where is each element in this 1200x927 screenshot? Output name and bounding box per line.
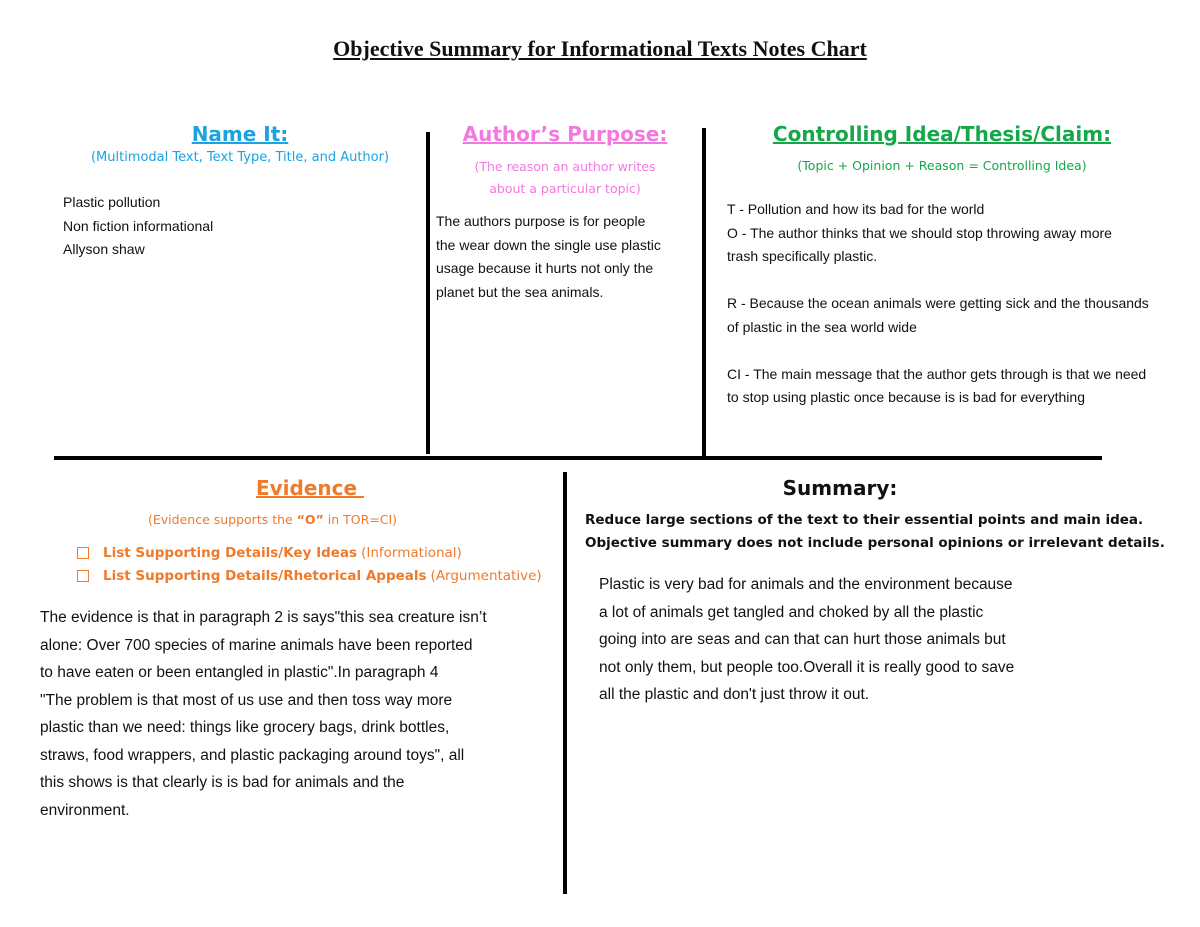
checklist-item-plain: (Argumentative) [430, 567, 542, 584]
authors-purpose-line: The authors purpose is for people [436, 213, 646, 229]
topic-line: T - Pollution and how its bad for the world [727, 201, 985, 217]
summary-line: not only them, but people too.Overall it is really good to save [599, 658, 1015, 676]
name-it-content [63, 191, 213, 262]
authors-purpose-line: usage because it hurts not only the [436, 260, 654, 276]
authors-purpose-heading: Author’s Purpose: [462, 122, 668, 146]
divider-horizontal [54, 456, 1102, 460]
ci-line: CI - The main message that the author gets through is that we need [727, 365, 1147, 382]
evidence-line: to have eaten or been entangled in plastic".In paragraph 4 [40, 664, 439, 681]
authors-purpose-content [436, 210, 661, 304]
checkbox-icon [77, 570, 89, 582]
name-it-line: Allyson shaw [63, 241, 145, 257]
authors-purpose-line: planet but the sea animals. [436, 283, 604, 300]
name-it-line: Plastic pollution [63, 194, 161, 210]
divider-vertical-1 [426, 132, 430, 454]
checklist-item [77, 564, 542, 587]
reason-line: of plastic in the sea world wide [727, 318, 917, 335]
reason-line: R - Because the ocean animals were getting sick and the thousands [727, 295, 1149, 311]
checklist-item-bold: List Supporting Details/Rhetorical Appeals [103, 567, 427, 584]
evidence-line: "The problem is that most of us use and then toss way more [40, 691, 453, 709]
evidence-line: straws, food wrappers, and plastic packaging around toys", all [40, 746, 465, 764]
evidence-line: The evidence is that in paragraph 2 is says"this sea creature isn’t [40, 609, 487, 626]
evidence-section [60, 476, 560, 527]
summary-line: Plastic is very bad for animals and the environment because [599, 576, 1013, 593]
summary-heading: Summary: [782, 476, 898, 500]
checklist-item [77, 541, 542, 564]
controlling-idea-heading: Controlling Idea/Thesis/Claim: [772, 122, 1112, 146]
controlling-idea-subtitle: (Topic + Opinion + Reason = Controlling Idea) [797, 158, 1087, 173]
evidence-line: this shows is that clearly is is bad for animals and the [40, 774, 405, 791]
checklist-item-plain: (Informational) [361, 544, 462, 561]
evidence-subtitle-o: “O” [296, 512, 324, 527]
evidence-line: alone: Over 700 species of marine animals have been reported [40, 636, 473, 654]
controlling-idea-section [712, 122, 1172, 173]
authors-purpose-subtitle-1: (The reason an author writes [474, 159, 656, 174]
summary-line: all the plastic and don't just throw it out. [599, 686, 870, 703]
name-it-line: Non fiction informational [63, 217, 214, 234]
divider-vertical-2 [702, 128, 706, 456]
checklist-item-bold: List Supporting Details/Key Ideas [103, 544, 358, 561]
summary-instruction-1: Reduce large sections of the text to their essential points and main idea. [585, 512, 1144, 528]
ci-line: to stop using plastic once because is is bad for everything [727, 389, 1085, 405]
opinion-line: trash specifically plastic. [727, 248, 878, 264]
evidence-subtitle-post: in TOR=CI) [323, 512, 398, 527]
evidence-line: environment. [40, 801, 130, 819]
authors-purpose-line: the wear down the single use plastic [436, 236, 661, 253]
authors-purpose-subtitle-2: about a particular topic) [489, 181, 641, 196]
authors-purpose-section [432, 122, 698, 200]
evidence-line: plastic than we need: things like grocery bags, drink bottles, [40, 719, 450, 736]
checkbox-icon [77, 547, 89, 559]
evidence-subtitle [60, 512, 560, 527]
name-it-subtitle: (Multimodal Text, Text Type, Title, and Author) [90, 150, 390, 165]
controlling-idea-content [727, 198, 1197, 410]
summary-line: going into are seas and can that can hurt those animals but [599, 631, 1006, 648]
name-it-heading: Name It: [191, 122, 289, 146]
evidence-content [40, 604, 560, 824]
summary-instructions [585, 509, 1165, 555]
name-it-section [60, 122, 420, 165]
divider-vertical-3 [563, 472, 567, 894]
summary-content [599, 571, 1099, 709]
summary-section [570, 476, 1110, 500]
evidence-subtitle-pre: (Evidence supports the [148, 512, 297, 527]
evidence-checklist [77, 541, 542, 587]
summary-instruction-2: Objective summary does not include personal opinions or irrelevant details. [585, 535, 1165, 551]
page-title: Objective Summary for Informational Texts Notes Chart [333, 36, 867, 61]
evidence-heading: Evidence [255, 476, 365, 500]
summary-line: a lot of animals get tangled and choked by all the plastic [599, 603, 984, 621]
opinion-line: O - The author thinks that we should stop throwing away more [727, 224, 1112, 241]
